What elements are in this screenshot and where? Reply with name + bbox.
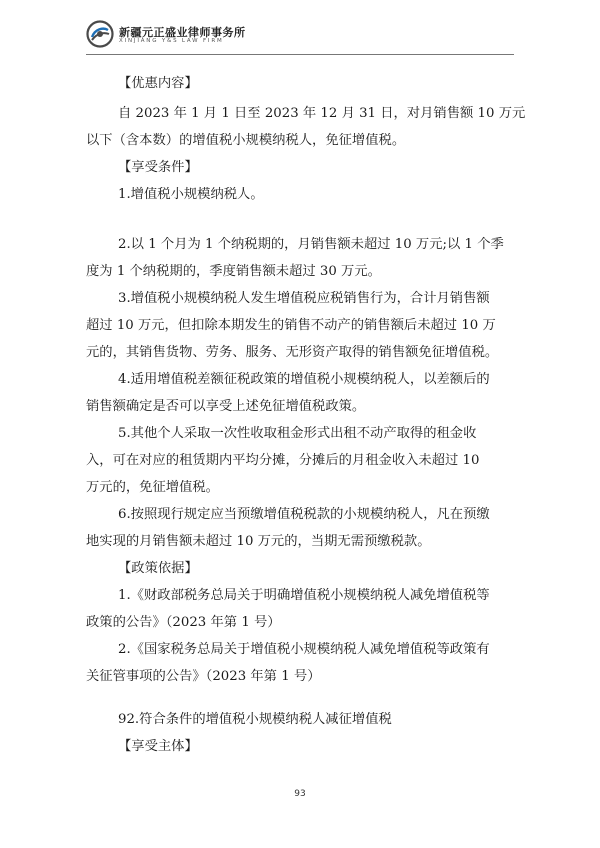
header-divider (86, 54, 514, 55)
paragraph-line: 元的，其销售货物、劳务、服务、无形资产取得的销售额免征增值税。 (86, 345, 499, 360)
firm-logo-icon (86, 20, 114, 48)
paragraph-line: 4.适用增值税差额征税政策的增值税小规模纳税人，以差额后的 (118, 372, 490, 387)
firm-name-cn: 新疆元正盛业律师事务所 (119, 26, 246, 39)
paragraph-line: 6.按照现行规定应当预缴增值税税款的小规模纳税人，凡在预缴 (118, 507, 490, 522)
section-heading-benefit: 【优惠内容】 (118, 76, 198, 91)
section-heading-conditions: 【享受条件】 (118, 160, 198, 175)
paragraph-line: 1.《财政部税务总局关于明确增值税小规模纳税人减免增值税等 (118, 588, 490, 603)
firm-header (86, 20, 286, 50)
page-number: 93 (294, 789, 306, 799)
paragraph-line: 销售额确定是否可以享受上述免征增值税政策。 (86, 399, 366, 414)
section-heading-policy-basis: 【政策依据】 (118, 561, 198, 576)
paragraph-line: 关征管事项的公告》（2023 年第 1 号） (86, 669, 321, 684)
paragraph-line: 入，可在对应的租赁期内平均分摊，分摊后的月租金收入未超过 10 (86, 453, 480, 468)
paragraph-line: 自 2023 年 1 月 1 日至 2023 年 12 月 31 日，对月销售额 10 万元 (118, 106, 526, 121)
paragraph-line: 以下（含本数）的增值税小规模纳税人，免征增值税。 (86, 133, 406, 148)
paragraph-line: 度为 1 个纳税期的，季度销售额未超过 30 万元。 (86, 264, 381, 279)
paragraph-line: 2.以 1 个月为 1 个纳税期的，月销售额未超过 10 万元;以 1 个季 (118, 237, 504, 252)
paragraph-line: 1.增值税小规模纳税人。 (118, 187, 264, 202)
paragraph-line: 3.增值税小规模纳税人发生增值税应税销售行为，合计月销售额 (118, 291, 490, 306)
firm-name-en: XINJIANG Y&S LAW FIRM (119, 38, 224, 44)
item-title: 92.符合条件的增值税小规模纳税人减征增值税 (118, 712, 392, 727)
paragraph-line: 2.《国家税务总局关于增值税小规模纳税人减免增值税等政策有 (118, 642, 490, 657)
paragraph-line: 超过 10 万元，但扣除本期发生的销售不动产的销售额后未超过 10 万 (86, 318, 496, 333)
paragraph-line: 政策的公告》（2023 年第 1 号） (86, 615, 281, 630)
section-heading-subject: 【享受主体】 (118, 739, 198, 754)
paragraph-line: 万元的，免征增值税。 (86, 480, 219, 495)
paragraph-line: 5.其他个人采取一次性收取租金形式出租不动产取得的租金收 (118, 426, 477, 441)
paragraph-line: 地实现的月销售额未超过 10 万元的，当期无需预缴税款。 (86, 534, 431, 549)
